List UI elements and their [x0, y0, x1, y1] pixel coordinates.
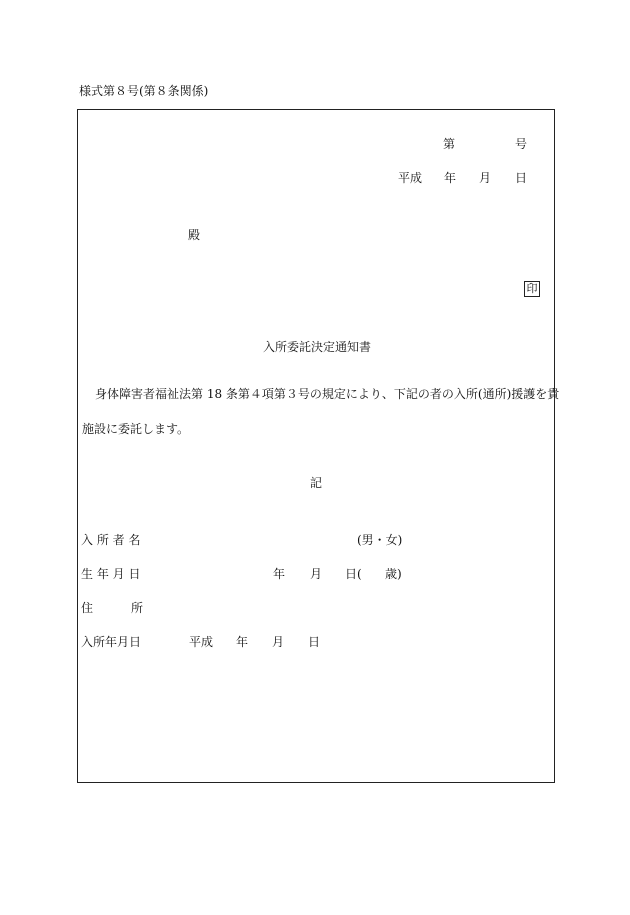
birthdate-label: 生 年 月 日	[81, 567, 141, 581]
date-day: 日	[515, 171, 528, 185]
date-era: 平成	[398, 171, 423, 185]
admission-date-day: 日	[308, 635, 321, 649]
address-label-second: 所	[131, 601, 144, 615]
recipient-honorific: 殿	[188, 228, 201, 242]
admission-date-era: 平成	[189, 635, 214, 649]
seal-mark: 印	[524, 281, 540, 297]
body-text-line-1: 身体障害者福祉法第 18 条第４項第３号の規定により、下記の者の入所(通所)援護を貴	[95, 387, 560, 401]
resident-name-label: 入 所 者 名	[81, 533, 141, 547]
age-close: 歳)	[385, 567, 402, 581]
record-heading: 記	[310, 476, 323, 490]
address-label-first: 住	[81, 601, 94, 615]
document-title: 入所委託決定通知書	[263, 340, 372, 354]
date-year: 年	[444, 171, 457, 185]
document-number-prefix: 第	[443, 137, 456, 151]
gender-option: (男・女)	[357, 533, 403, 547]
birthdate-month: 月	[310, 567, 323, 581]
date-month: 月	[479, 171, 492, 185]
birthdate-year: 年	[273, 567, 286, 581]
form-number-label: 様式第８号(第８条関係)	[79, 84, 209, 98]
admission-date-month: 月	[272, 635, 285, 649]
body-text-line-2: 施設に委託します。	[82, 422, 190, 436]
admission-date-year: 年	[236, 635, 249, 649]
birthdate-day-age-open: 日(	[345, 567, 362, 581]
document-number-suffix: 号	[515, 137, 528, 151]
admission-date-label: 入所年月日	[81, 635, 142, 649]
form-frame	[77, 109, 555, 783]
